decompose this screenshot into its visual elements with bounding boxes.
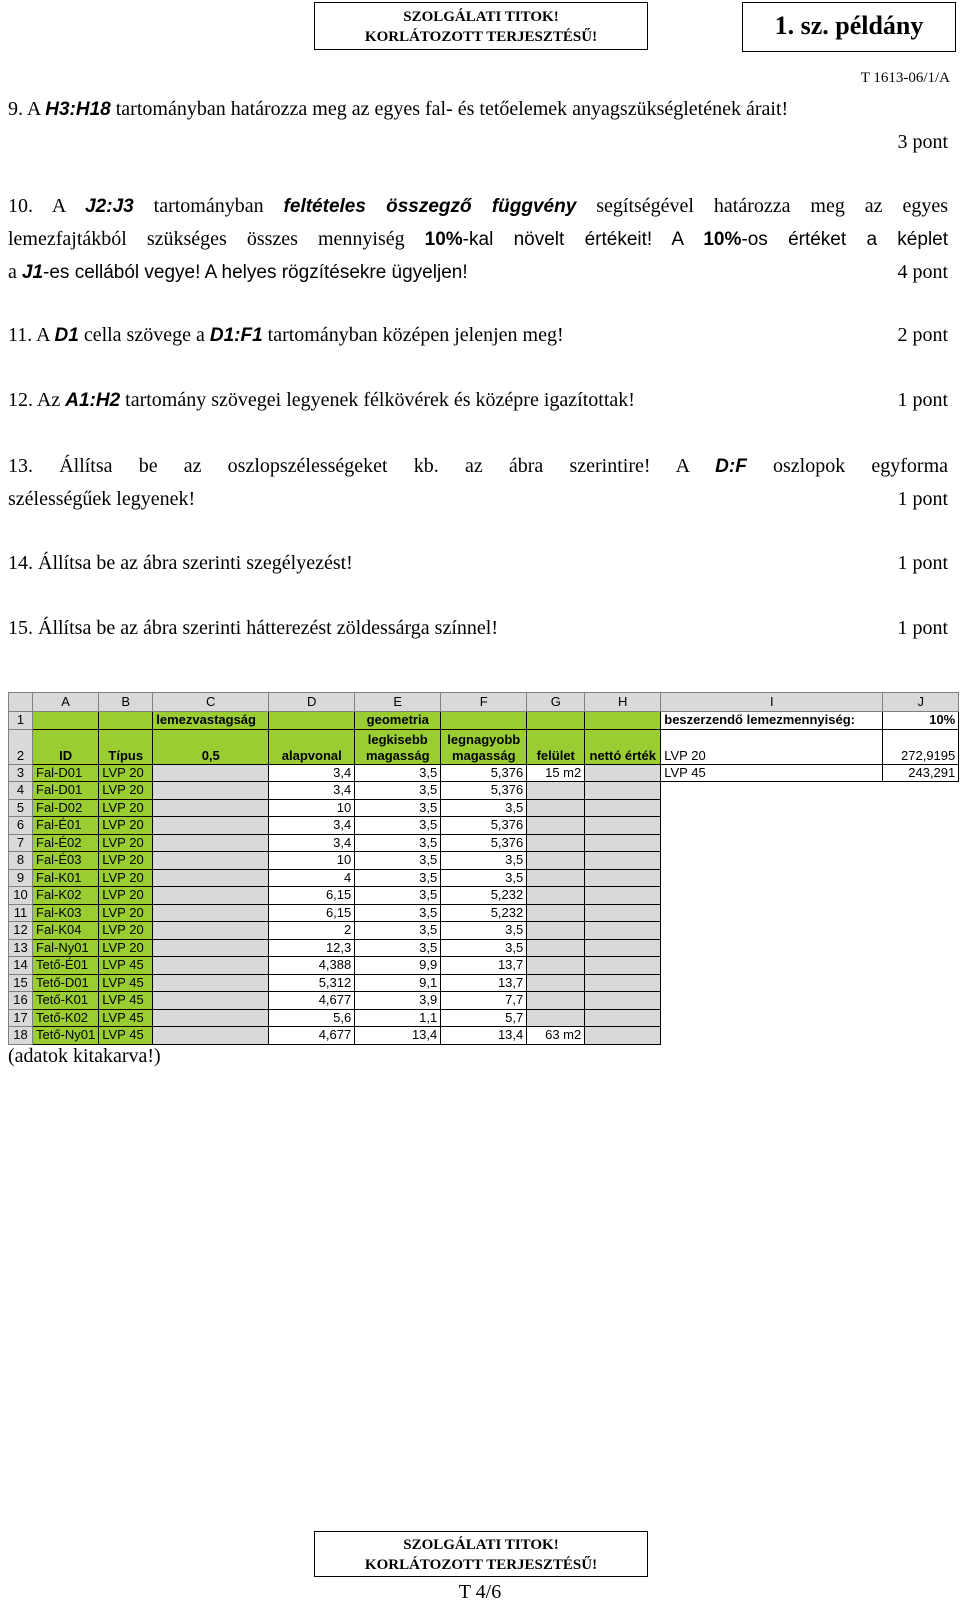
task-points: 1 pont [897,488,948,510]
cell-id[interactable]: Fal-Ny01 [33,939,99,957]
cell-area[interactable] [527,974,585,992]
cell-area[interactable] [527,817,585,835]
task-text: tartományban középen jelenjen meg! [262,324,564,346]
spreadsheet [8,692,959,1045]
cell-type[interactable]: LVP 20 [99,904,153,922]
cell-type[interactable]: LVP 20 [99,764,153,782]
cell-net-value[interactable] [585,1027,661,1045]
task-11 [8,319,948,352]
column-header-j[interactable]: J [883,693,959,712]
task-text: Az [36,389,66,411]
task-text: A [26,98,46,120]
cell[interactable] [99,712,153,730]
cell-empty[interactable] [883,799,959,817]
cell-min-height[interactable]: 3,5 [355,799,441,817]
column-header-h[interactable]: H [585,693,661,712]
cell-id[interactable]: Fal-É02 [33,834,99,852]
task-10 [8,190,948,289]
task-text: a [8,261,22,283]
task-text: Állítsa be az oszlopszélességeket kb. az ábra szerintire! A [59,455,716,477]
task-points: 1 pont [897,389,948,411]
cell-b2[interactable]: Típus [99,729,153,764]
column-header-row [9,693,959,712]
cell-empty[interactable] [883,887,959,905]
cell-empty[interactable] [883,992,959,1010]
cell-empty[interactable] [661,852,883,870]
cell-empty[interactable] [883,939,959,957]
cell-baseline[interactable]: 3,4 [269,782,355,800]
cell-id[interactable]: Fal-K02 [33,887,99,905]
cell-thickness[interactable] [153,992,269,1010]
cell-thickness[interactable] [153,1027,269,1045]
task-text: -kal növelt értékeit! A [462,229,704,250]
cell-type[interactable]: LVP 20 [99,852,153,870]
cell-thickness[interactable] [153,904,269,922]
cell[interactable] [441,712,527,730]
task-text: cella szövege a [78,324,210,346]
sheet-row-11 [9,904,959,922]
cell-min-height[interactable]: 3,9 [355,992,441,1010]
cell-id[interactable]: Fal-É01 [33,817,99,835]
row-header[interactable]: 14 [9,957,33,975]
sheet-row-12 [9,922,959,940]
cell-a2[interactable]: ID [33,729,99,764]
cell-net-value[interactable] [585,782,661,800]
row-header[interactable]: 16 [9,992,33,1010]
cell-net-value[interactable] [585,799,661,817]
cell-min-height[interactable]: 3,5 [355,817,441,835]
column-header-d[interactable]: D [269,693,355,712]
task-13 [8,450,948,516]
row-header[interactable]: 2 [9,729,33,764]
task-points: 2 pont [897,324,948,346]
cell-empty[interactable] [883,904,959,922]
cell-thickness[interactable] [153,887,269,905]
cell-type[interactable]: LVP 20 [99,869,153,887]
cell-area[interactable] [527,887,585,905]
cell-id[interactable]: Fal-K04 [33,922,99,940]
cell-net-value[interactable] [585,974,661,992]
cell-thickness[interactable] [153,1009,269,1027]
cell-id[interactable]: Tető-D01 [33,974,99,992]
cell-area[interactable]: 15 m2 [527,764,585,782]
row-header[interactable]: 7 [9,834,33,852]
task-text: Állítsa be az ábra szerinti hátterezést zöldessárga színnel! [38,617,498,639]
sheet-row-7 [9,834,959,852]
cell-type[interactable]: LVP 20 [99,782,153,800]
cell-e2-line2: magasság [365,747,430,763]
cell-baseline[interactable]: 4 [269,869,355,887]
cell-thickness[interactable] [153,957,269,975]
cell-empty[interactable] [661,1027,883,1045]
cell-min-height[interactable]: 3,5 [355,939,441,957]
task-text: tartományban [133,195,284,217]
cell-max-height[interactable]: 5,376 [441,782,527,800]
cell-empty[interactable] [661,817,883,835]
row-header[interactable]: 17 [9,1009,33,1027]
cell-empty[interactable] [661,782,883,800]
row-header[interactable]: 8 [9,852,33,870]
cell-max-height[interactable]: 5,376 [441,817,527,835]
cell-max-height[interactable]: 13,7 [441,957,527,975]
column-header-i[interactable]: I [661,693,883,712]
cell-f2-line2: magasság [451,747,516,763]
cell-max-height[interactable]: 5,7 [441,1009,527,1027]
cell-empty[interactable] [661,1009,883,1027]
sheet-row-18 [9,1027,959,1045]
cell-type[interactable]: LVP 20 [99,939,153,957]
row-header[interactable]: 5 [9,799,33,817]
cell-c1[interactable]: lemezvastagság [153,712,269,730]
cell-empty[interactable] [883,974,959,992]
cell-area[interactable] [527,992,585,1010]
sheet-row-6 [9,817,959,835]
cell-min-height[interactable]: 3,5 [355,852,441,870]
percent-value: 10% [703,229,742,250]
task-12 [8,384,948,417]
task-text: tartomány szövegei legyenek félkövérek és középre igazítottak! [120,389,635,411]
classification-box [314,2,648,50]
cell-area[interactable] [527,939,585,957]
cell-ref: D1 [54,325,79,346]
task-text: Állítsa be az ábra szerinti szegélyezést! [38,552,353,574]
column-header-c[interactable]: C [153,693,269,712]
cell-empty[interactable] [661,957,883,975]
cell-id[interactable]: Tető-K01 [33,992,99,1010]
function-name: feltételes összegző függvény [283,196,577,217]
task-number: 9. [8,98,23,120]
cell-min-height[interactable]: 3,5 [355,904,441,922]
cell-net-value[interactable] [585,904,661,922]
cell-max-height[interactable]: 3,5 [441,799,527,817]
cell-min-height[interactable]: 3,5 [355,869,441,887]
cell-ref: A1:H2 [65,390,121,411]
column-header-a[interactable]: A [33,693,99,712]
cell-id[interactable]: Tető-K02 [33,1009,99,1027]
cell-max-height[interactable]: 3,5 [441,869,527,887]
task-15 [8,612,948,645]
cell-area[interactable] [527,904,585,922]
task-number: 11. [8,324,33,346]
cell-thickness[interactable] [153,764,269,782]
row-header[interactable]: 3 [9,764,33,782]
cell-type[interactable]: LVP 45 [99,992,153,1010]
task-points: 3 pont [897,131,948,153]
cell-max-height[interactable]: 5,232 [441,904,527,922]
cell-baseline[interactable]: 6,15 [269,887,355,905]
sheet-row-4 [9,782,959,800]
column-header-b[interactable]: B [99,693,153,712]
cell-empty[interactable] [883,922,959,940]
column-header-e[interactable]: E [355,693,441,712]
cell-f2-line1: legnagyobb [447,731,521,747]
cell-area[interactable] [527,922,585,940]
percent-value: 10% [424,229,463,250]
cell-e2[interactable] [355,729,441,764]
row-header[interactable]: 13 [9,939,33,957]
task-text: -os értéket a képlet [741,229,949,250]
cell-type[interactable]: LVP 20 [99,887,153,905]
cell-ref: J2:J3 [85,196,134,217]
cell-empty[interactable] [883,869,959,887]
cell-type[interactable]: LVP 45 [99,1027,153,1045]
task-text: A [36,324,55,346]
cell-net-value[interactable] [585,939,661,957]
sheet-row-5 [9,799,959,817]
row-header[interactable]: 10 [9,887,33,905]
cell-ref: H3:H18 [45,99,111,120]
row-header[interactable]: 11 [9,904,33,922]
sheet-row-9 [9,869,959,887]
cell[interactable] [527,712,585,730]
cell-thickness[interactable] [153,939,269,957]
classification-line2: KORLÁTOZOTT TERJESZTÉSŰ! [364,29,598,45]
row-header[interactable]: 1 [9,712,33,730]
cell-h2[interactable]: nettó érték [585,729,661,764]
cell-id[interactable]: Fal-É03 [33,852,99,870]
task-number: 12. [8,389,33,411]
cell-min-height[interactable]: 3,5 [355,764,441,782]
sheet-row-1 [9,712,959,730]
cell-c2[interactable]: 0,5 [153,729,269,764]
cell-ref: D:F [715,456,747,477]
cell-area[interactable] [527,957,585,975]
cell-area[interactable] [527,834,585,852]
sheet-row-3 [9,764,959,782]
cell-empty[interactable] [661,887,883,905]
cell-baseline[interactable]: 10 [269,799,355,817]
cell-i3[interactable]: LVP 45 [661,764,883,782]
cell-i2[interactable]: LVP 20 [661,729,883,764]
cell-net-value[interactable] [585,992,661,1010]
task-text: lemezfajtákból szükséges összes mennyiség [8,228,425,250]
cell-thickness[interactable] [153,782,269,800]
cell-area[interactable] [527,1009,585,1027]
cell-ref: J1 [21,262,44,283]
cell-id[interactable]: Fal-D01 [33,782,99,800]
cell-empty[interactable] [661,939,883,957]
cell-baseline[interactable]: 4,388 [269,957,355,975]
classification-line1: SZOLGÁLATI TITOK! [403,9,559,25]
cell-min-height[interactable]: 13,4 [355,1027,441,1045]
cell-j2[interactable]: 272,9195 [883,729,959,764]
row-header[interactable]: 12 [9,922,33,940]
cell-f2[interactable] [441,729,527,764]
row-header[interactable]: 4 [9,782,33,800]
cell-id[interactable]: Fal-K03 [33,904,99,922]
task-text: A [51,195,86,217]
cell-min-height[interactable]: 3,5 [355,782,441,800]
cell-net-value[interactable] [585,887,661,905]
cell-i1[interactable]: beszerzendő lemezmennyiség: [661,712,883,730]
cell-thickness[interactable] [153,834,269,852]
sheet-row-2 [9,729,959,764]
cell-type[interactable]: LVP 20 [99,799,153,817]
cell-max-height[interactable]: 5,376 [441,764,527,782]
cell-area[interactable]: 63 m2 [527,1027,585,1045]
cell-net-value[interactable] [585,1009,661,1027]
cell-min-height[interactable]: 9,1 [355,974,441,992]
cell-empty[interactable] [883,834,959,852]
cell-empty[interactable] [883,817,959,835]
sheet-row-8 [9,852,959,870]
cell-max-height[interactable]: 7,7 [441,992,527,1010]
caption: (adatok kitakarva!) [8,1045,161,1067]
cell[interactable] [33,712,99,730]
doc-reference: T 1613-06/1/A [860,70,950,86]
cell-baseline[interactable]: 12,3 [269,939,355,957]
row-header[interactable]: 6 [9,817,33,835]
cell-type[interactable]: LVP 20 [99,922,153,940]
cell-empty[interactable] [883,852,959,870]
cell-min-height[interactable]: 1,1 [355,1009,441,1027]
task-text: -es cellából vegye! A helyes rögzítésekre ügyeljen! [43,262,468,283]
cell-max-height[interactable]: 5,232 [441,887,527,905]
task-number: 15. [8,617,33,639]
sheet-row-13 [9,939,959,957]
cell-max-height[interactable]: 13,4 [441,1027,527,1045]
cell-type[interactable]: LVP 45 [99,974,153,992]
task-14 [8,547,948,580]
cell-j1[interactable]: 10% [883,712,959,730]
cell-thickness[interactable] [153,799,269,817]
cell-g2[interactable]: felület [527,729,585,764]
task-text: tartományban határozza meg az egyes fal- és tetőelemek anyagszükségletének árait! [110,98,789,120]
cell-type[interactable]: LVP 20 [99,817,153,835]
cell-thickness[interactable] [153,852,269,870]
cell-baseline[interactable]: 5,312 [269,974,355,992]
cell[interactable] [585,712,661,730]
sheet-row-17 [9,1009,959,1027]
task-points: 4 pont [897,261,948,283]
cell-empty[interactable] [661,869,883,887]
cell-net-value[interactable] [585,852,661,870]
cell-empty[interactable] [883,1009,959,1027]
cell-baseline[interactable]: 3,4 [269,834,355,852]
cell-id[interactable]: Tető-Ny01 [33,1027,99,1045]
cell-id[interactable]: Fal-D01 [33,764,99,782]
sheet-row-14 [9,957,959,975]
cell-thickness[interactable] [153,817,269,835]
cell-thickness[interactable] [153,869,269,887]
cell-d2[interactable]: alapvonal [269,729,355,764]
cell-min-height[interactable]: 9,9 [355,957,441,975]
cell-net-value[interactable] [585,869,661,887]
cell-type[interactable]: LVP 20 [99,834,153,852]
cell-max-height[interactable]: 3,5 [441,939,527,957]
sheet-row-15 [9,974,959,992]
cell-type[interactable]: LVP 45 [99,1009,153,1027]
cell-e1[interactable]: geometria [355,712,441,730]
row-header[interactable]: 15 [9,974,33,992]
cell-empty[interactable] [661,799,883,817]
task-number: 14. [8,552,33,574]
cell-empty[interactable] [661,834,883,852]
corner-cell[interactable] [9,693,33,712]
task-points: 1 pont [897,617,948,639]
column-header-g[interactable]: G [527,693,585,712]
cell-j3[interactable]: 243,291 [883,764,959,782]
cell-baseline[interactable]: 5,6 [269,1009,355,1027]
footer-classification-box [314,1531,648,1577]
task-number: 10. [8,195,33,217]
cell-area[interactable] [527,782,585,800]
footer-classification-line2: KORLÁTOZOTT TERJESZTÉSŰ! [364,1557,598,1573]
task-text: szélességűek legyenek! [8,488,196,510]
cell-e2-line1: legkisebb [367,731,428,747]
task-9 [8,93,948,159]
cell-min-height[interactable]: 3,5 [355,834,441,852]
cell-area[interactable] [527,869,585,887]
cell-empty[interactable] [661,904,883,922]
cell-max-height[interactable]: 3,5 [441,922,527,940]
cell-baseline[interactable]: 10 [269,852,355,870]
row-header[interactable]: 9 [9,869,33,887]
cell-id[interactable]: Tető-É01 [33,957,99,975]
cell-max-height[interactable]: 13,7 [441,974,527,992]
cell-min-height[interactable]: 3,5 [355,887,441,905]
cell-baseline[interactable]: 3,4 [269,764,355,782]
cell-baseline[interactable]: 2 [269,922,355,940]
task-points: 1 pont [897,552,948,574]
cell-max-height[interactable]: 3,5 [441,852,527,870]
cell-empty[interactable] [883,782,959,800]
copy-label: 1. sz. példány [742,2,956,52]
cell-ref: D1:F1 [209,325,263,346]
cell-empty[interactable] [661,992,883,1010]
cell-net-value[interactable] [585,764,661,782]
cell-min-height[interactable]: 3,5 [355,922,441,940]
cell-area[interactable] [527,852,585,870]
cell-id[interactable]: Fal-K01 [33,869,99,887]
cell-empty[interactable] [883,1027,959,1045]
cell-area[interactable] [527,799,585,817]
column-header-f[interactable]: F [441,693,527,712]
task-text: oszlopok egyforma [746,455,948,477]
cell-baseline[interactable]: 6,15 [269,904,355,922]
cell-empty[interactable] [661,974,883,992]
cell-baseline[interactable]: 4,677 [269,992,355,1010]
cell-type[interactable]: LVP 45 [99,957,153,975]
row-header[interactable]: 18 [9,1027,33,1045]
cell-max-height[interactable]: 5,376 [441,834,527,852]
cell-net-value[interactable] [585,922,661,940]
task-text: segítségével határozza meg az egyes [576,195,949,217]
cell-net-value[interactable] [585,957,661,975]
cell[interactable] [269,712,355,730]
cell-baseline[interactable]: 3,4 [269,817,355,835]
footer-classification-line1: SZOLGÁLATI TITOK! [403,1537,559,1553]
cell-thickness[interactable] [153,974,269,992]
cell-baseline[interactable]: 4,677 [269,1027,355,1045]
cell-net-value[interactable] [585,834,661,852]
cell-empty[interactable] [883,957,959,975]
cell-id[interactable]: Fal-D02 [33,799,99,817]
task-number: 13. [8,455,33,477]
page-number: T 4/6 [458,1581,502,1603]
sheet-row-16 [9,992,959,1010]
cell-net-value[interactable] [585,817,661,835]
cell-empty[interactable] [661,922,883,940]
cell-thickness[interactable] [153,922,269,940]
sheet-row-10 [9,887,959,905]
